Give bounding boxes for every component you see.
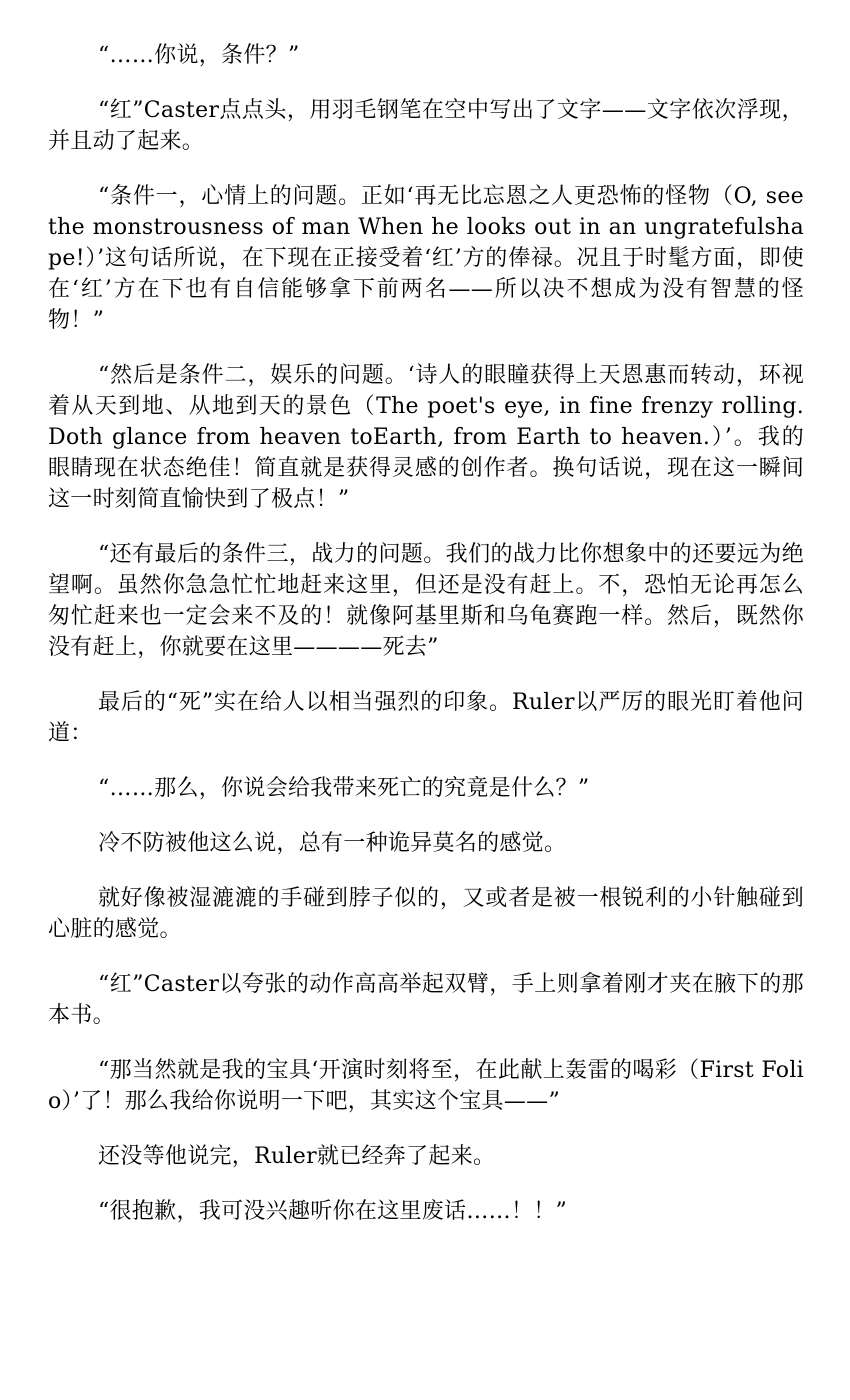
paragraph-4: “然后是条件二，娱乐的问题。‘诗人的眼瞳获得上天恩惠而转动，环视着从天到地、从地到天的景色（The poet's eye, in fine frenzy rolling. Doth glance from heaven toEarth, from Earth to heaven.）’。我的眼睛现在状态绝佳！简直就是获得灵感的创作者。换句话说，现在这一瞬间这一时刻简直愉快到了极点！” [48, 363, 804, 512]
paragraph-11: “那当然就是我的宝具‘开演时刻将至，在此献上轰雷的喝彩（First Folio）’了！那么我给你说明一下吧，其实这个宝具——” [48, 1058, 804, 1114]
paragraph-1: “……你说，条件？” [98, 43, 300, 68]
paragraph-12: 还没等他说完，Ruler就已经奔了起来。 [98, 1144, 496, 1169]
paragraph-6: 最后的“死”实在给人以相当强烈的印象。Ruler以严厉的眼光盯着他问道： [48, 690, 804, 746]
paragraph-8: 冷不防被他这么说，总有一种诡异莫名的感觉。 [98, 831, 567, 856]
document-page [48, 40, 804, 1251]
paragraph-13: “很抱歉，我可没兴趣听你在这里废话……！！” [98, 1199, 568, 1224]
paragraph-2: “红”Caster点点头，用羽毛钢笔在空中写出了文字——文字依次浮现，并且动了起来。 [48, 98, 804, 154]
paragraph-9: 就好像被湿漉漉的手碰到脖子似的，又或者是被一根锐利的小针触碰到心脏的感觉。 [48, 886, 804, 942]
paragraph-7: “……那么，你说会给我带来死亡的究竟是什么？” [98, 776, 590, 801]
paragraph-3: “条件一，心情上的问题。正如‘再无比忘恩之人更恐怖的怪物（O, see the monstrousness of man When he looks out in an ungratefulshape!）’这句话所说，在下现在正接受着‘红’方的俸禄。况且于时髦方面，即使在‘红’方在下也有自信能够拿下前两名——所以决不想成为没有智慧的怪物！” [48, 184, 804, 333]
paragraph-10: “红”Caster以夸张的动作高高举起双臂，手上则拿着刚才夹在腋下的那本书。 [48, 972, 804, 1028]
paragraph-5: “还有最后的条件三，战力的问题。我们的战力比你想象中的还要远为绝望啊。虽然你急急忙忙地赶来这里，但还是没有赶上。不，恐怕无论再怎么匆忙赶来也一定会来不及的！就像阿基里斯和乌龟赛跑一样。然后，既然你没有赶上，你就要在这里————死去” [48, 542, 804, 660]
